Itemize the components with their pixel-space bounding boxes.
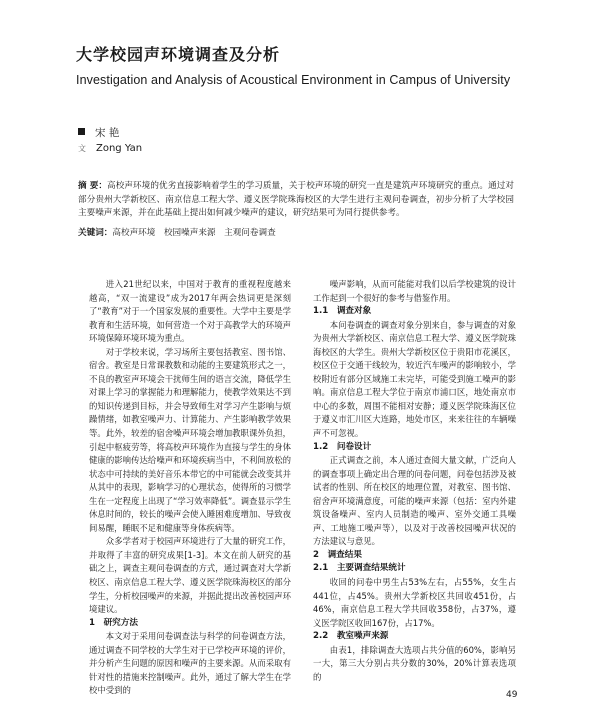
section-heading: 2 调查结果 — [313, 549, 362, 560]
body-paragraph: 本文对于采用问卷调查法与科学的问卷调查方法，通过调查不同学校的大学生对于已学校声环境的评价，并分析产生问题的原因和噪声的主要来源。从而采取有针对性的措施来控制噪声。此外，通过了解大学生在学校中受到的 — [89, 631, 291, 696]
author-marker: 文 — [78, 144, 86, 153]
body-column-right — [313, 278, 516, 684]
body-paragraph: 进入21世纪以来，中国对于教育的重视程度越来越高，“双一流建设”成为2017年两会热词更是深刻了“教育”对于一个国家发展的重要性。大学中主要是学教育和生活环境，如何营造一个对于高教学大的环境声环境保障环境环境为重点。 — [89, 279, 291, 344]
abstract-text: 高校声环境的优劣直接影响着学生的学习质量，关于校声环境的研究一直是建筑声环境研究的重点。通过对部分贵州大学新校区、南京信息工程大学、遵义医学院珠海校区的大学生进行主观问卷调查，初步分析了大学校园主要噪声来源，并在此基础上提出如何减少噪声的建议，研究结果可为同行提供参考。 — [78, 181, 514, 219]
section-heading: 2.1 主要调查结果统计 — [313, 563, 406, 574]
body-paragraph: 收回的问卷中男生占53%左右，占55%，女生占441位，占45%。贵州大学新校区共回收451份，占46%，南京信息工程大学共回收358份，占37%，遵义医学院区收回167份，占17%。 — [313, 577, 516, 628]
paper-title-chinese: 大学校园声环境调查及分析 — [76, 45, 281, 64]
body-paragraph: 对于学校来说，学习场所主要包括教室、图书馆、宿舍。教室是日常课教数和动能的主要建筑形式之一，不良的教室声环境会干扰师生间的语言交流，降低学生对课上学习的掌握能力和理解能力，使教学效果达不到的知识传递到目标，并会导致师生对学习产生影响与烦躁情绪，如教室噪声力、计算能力、产生影响教学效果等。此外，较差的宿舍噪声环境会增加教职课外负担，引起中枢疲劳等，将高校声环境作为直接与学生的身体健康的影响传达给噪声和环境疾病当中，不利间放松的状态中可持续的美好音乐本带它的中可能就会改变其并从其中的表现，影响学习的心理状态，使得所的习惯学生在一定程度上出现了“学习效率降低”。调查显示学生休息时间的，较长的噪声会使入睡困难度增加、导致夜间易醒，睡眠不足和健康等身体疾病等。 — [89, 346, 291, 533]
square-bullet-icon — [78, 128, 85, 135]
section-heading: 1.1 调查对象 — [313, 306, 372, 317]
section-heading: 2.2 教室噪声来源 — [313, 631, 389, 642]
body-paragraph: 本问卷调查的调查对象分别来自，参与调查的对象为贵州大学新校区、南京信息工程大学、遵义医学院珠海校区的大学生。贵州大学新校区位于贵阳市花溪区，校区位于交通干线较为，较近汽车噪声的影响较小，学校附近有部分区域施工未完毕，可能受到施工噪声的影响。南京信息工程大学位于南京市浦口区，地处南京市中心的多数，周围不能相对安静；遵义医学院珠海区位于遵义市汇川区大连路，地处市区，来来往往的车辆噪声不可忽视。 — [313, 319, 516, 439]
author-name-chinese: 宋 艳 — [95, 127, 120, 139]
section-heading: 1 研究方法 — [89, 617, 138, 628]
keywords-text: 高校声环境 校园噪声来源 主观问卷调查 — [112, 228, 276, 238]
author-chinese — [78, 125, 119, 140]
body-paragraph: 由表1，排除调查大选项占共分值的60%，影响另一大，第三大分别占共分数的30%，20%计算表选项的 — [313, 644, 516, 682]
body-column-left — [89, 278, 291, 698]
author-english — [78, 143, 142, 154]
abstract-label: 摘 要： — [78, 181, 108, 191]
keywords-label: 关键词： — [78, 228, 113, 238]
page-number: 49 — [506, 690, 518, 700]
body-paragraph: 正式调查之前，本人通过查阅大量文献，广泛向人的调查事项上确定出合理的问卷问题，问卷包括涉及被试者的性别、所在校区的地理位置，对教室、图书馆、宿舍声环境满意度，可能的噪声来源（包括：室内外建筑设备噪声、室内人员制造的噪声、室外交通工具噪声、工地施工噪声等），以及对于改善校园噪声状况的方法建议与意见。 — [313, 455, 516, 547]
body-paragraph: 众多学者对于校园声环境进行了大量的研究工作，并取得了丰富的研究成果[1-3]。本文在前人研究的基础之上，调查主观问卷调查的方式，通过调查对大学新校区、南京信息工程大学、遵义医学院珠海校区的部分学生，分析校园噪声的来源，并据此提出改善校园声环境建议。 — [89, 536, 291, 615]
section-heading: 1.2 问卷设计 — [313, 441, 372, 452]
paper-title-english: Investigation and Analysis of Acoustical Environment in Campus of University — [76, 73, 511, 87]
abstract — [78, 180, 514, 221]
keywords — [78, 227, 514, 240]
author-name-english: Zong Yan — [96, 143, 143, 154]
body-paragraph: 噪声影响，从而可能能对我们以后学校建筑的设计工作起到一个很好的参考与借鉴作用。 — [313, 279, 516, 303]
